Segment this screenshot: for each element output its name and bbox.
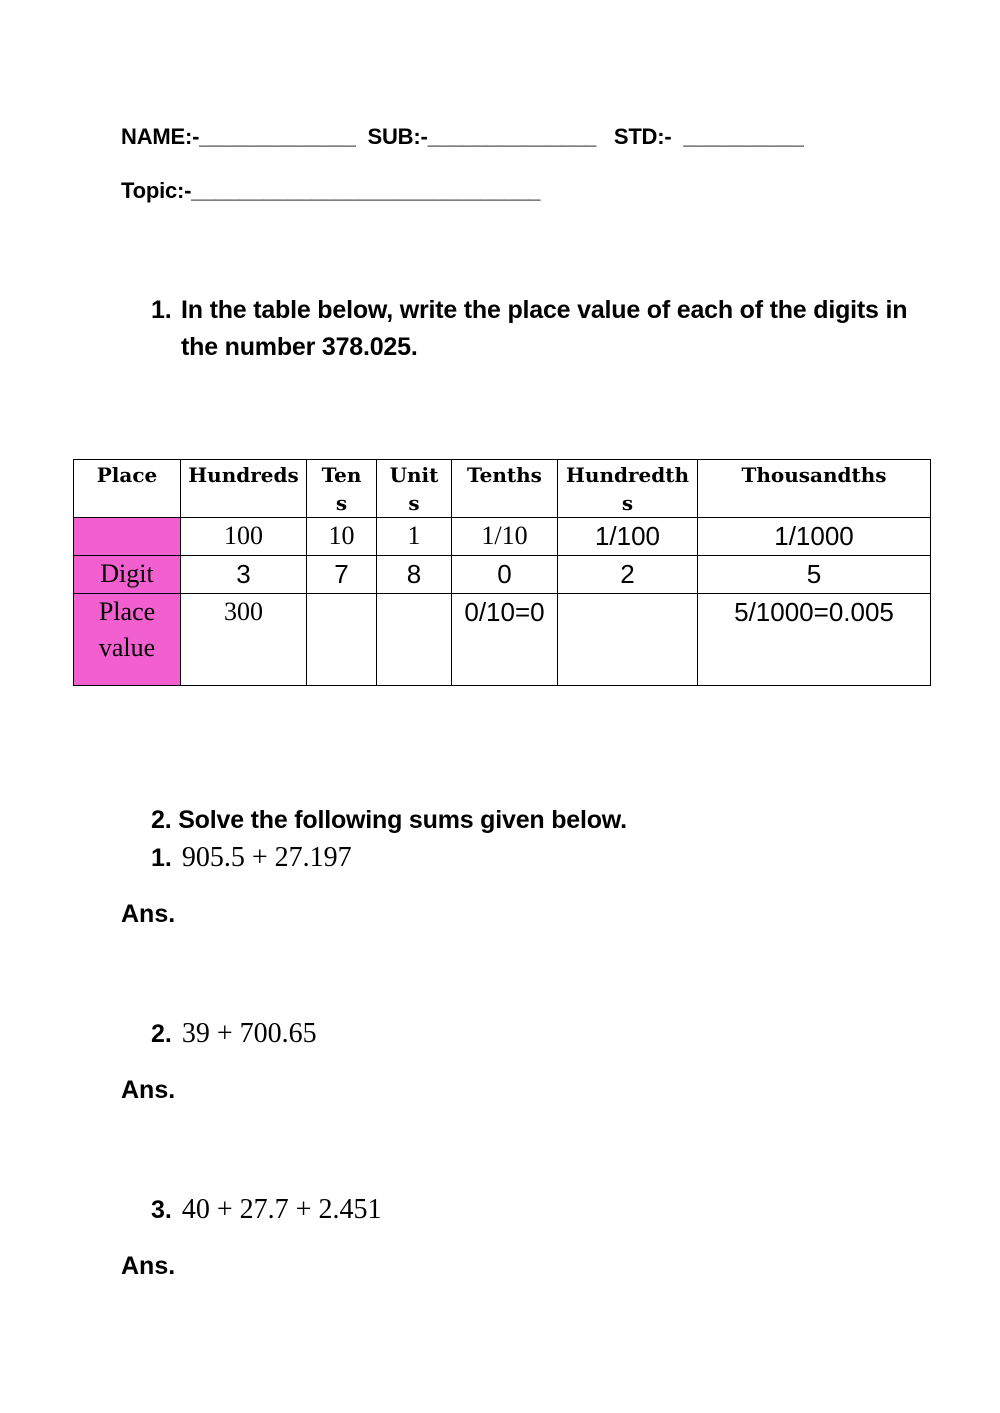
answer-1-label: Ans. bbox=[121, 900, 176, 928]
cell-pv-thousandths: 5/1000=0.005 bbox=[698, 594, 931, 686]
header-tens: Tens bbox=[307, 460, 377, 518]
cell-digit-tens: 7 bbox=[307, 556, 377, 594]
cell-tenths-value: 1/10 bbox=[452, 518, 558, 556]
cell-pv-units[interactable] bbox=[377, 594, 452, 686]
sum-3 bbox=[151, 1194, 381, 1226]
header-thousandths: Thousandths bbox=[698, 460, 931, 518]
cell-units-value: 1 bbox=[377, 518, 452, 556]
sum-1-number: 1. bbox=[151, 844, 172, 872]
sum-1 bbox=[151, 842, 352, 874]
sum-3-number: 3. bbox=[151, 1196, 172, 1224]
answer-3-label: Ans. bbox=[121, 1252, 176, 1280]
header-name-sub-std: NAME:-_____________ SUB:-______________ STD:- __________ bbox=[121, 124, 804, 149]
sum-2 bbox=[151, 1018, 317, 1050]
question-2-title: 2. Solve the following sums given below. bbox=[151, 806, 627, 834]
header-topic: Topic:-_____________________________ bbox=[121, 178, 541, 203]
question-1-text: In the table below, write the place value of each of the digits in the number 378.025. bbox=[181, 296, 908, 361]
sum-2-number: 2. bbox=[151, 1020, 172, 1048]
cell-thousandths-value: 1/1000 bbox=[698, 518, 931, 556]
place-value-table bbox=[73, 459, 931, 686]
cell-pv-tenths: 0/10=0 bbox=[452, 594, 558, 686]
cell-digit-tenths: 0 bbox=[452, 556, 558, 594]
header-place: Place bbox=[74, 460, 181, 518]
cell-digit-hundredths: 2 bbox=[558, 556, 698, 594]
table-row-digit bbox=[74, 556, 931, 594]
header-tenths: Tenths bbox=[452, 460, 558, 518]
cell-digit-label: Digit bbox=[74, 556, 181, 594]
answer-2-label: Ans. bbox=[121, 1076, 176, 1104]
cell-pv-hundreds: 300 bbox=[181, 594, 307, 686]
header-hundredths: Hundredths bbox=[558, 460, 698, 518]
cell-hundredths-value: 1/100 bbox=[558, 518, 698, 556]
cell-hundreds-value: 100 bbox=[181, 518, 307, 556]
question-1-number: 1. bbox=[151, 296, 172, 324]
cell-pv-hundredths[interactable] bbox=[558, 594, 698, 686]
question-1 bbox=[151, 292, 911, 366]
sum-1-expression: 905.5 + 27.197 bbox=[181, 842, 352, 873]
cell-tens-value: 10 bbox=[307, 518, 377, 556]
header-hundreds: Hundreds bbox=[181, 460, 307, 518]
table-row-place-value bbox=[74, 594, 931, 686]
cell-digit-hundreds: 3 bbox=[181, 556, 307, 594]
sum-2-expression: 39 + 700.65 bbox=[181, 1018, 317, 1049]
cell-pv-tens[interactable] bbox=[307, 594, 377, 686]
cell-empty-label bbox=[74, 518, 181, 556]
sum-3-expression: 40 + 27.7 + 2.451 bbox=[181, 1194, 382, 1225]
cell-digit-units: 8 bbox=[377, 556, 452, 594]
cell-digit-thousandths: 5 bbox=[698, 556, 931, 594]
table-row-values bbox=[74, 518, 931, 556]
cell-place-value-label: Place value bbox=[74, 594, 181, 686]
header-units: Units bbox=[377, 460, 452, 518]
table-header-row bbox=[74, 460, 931, 518]
